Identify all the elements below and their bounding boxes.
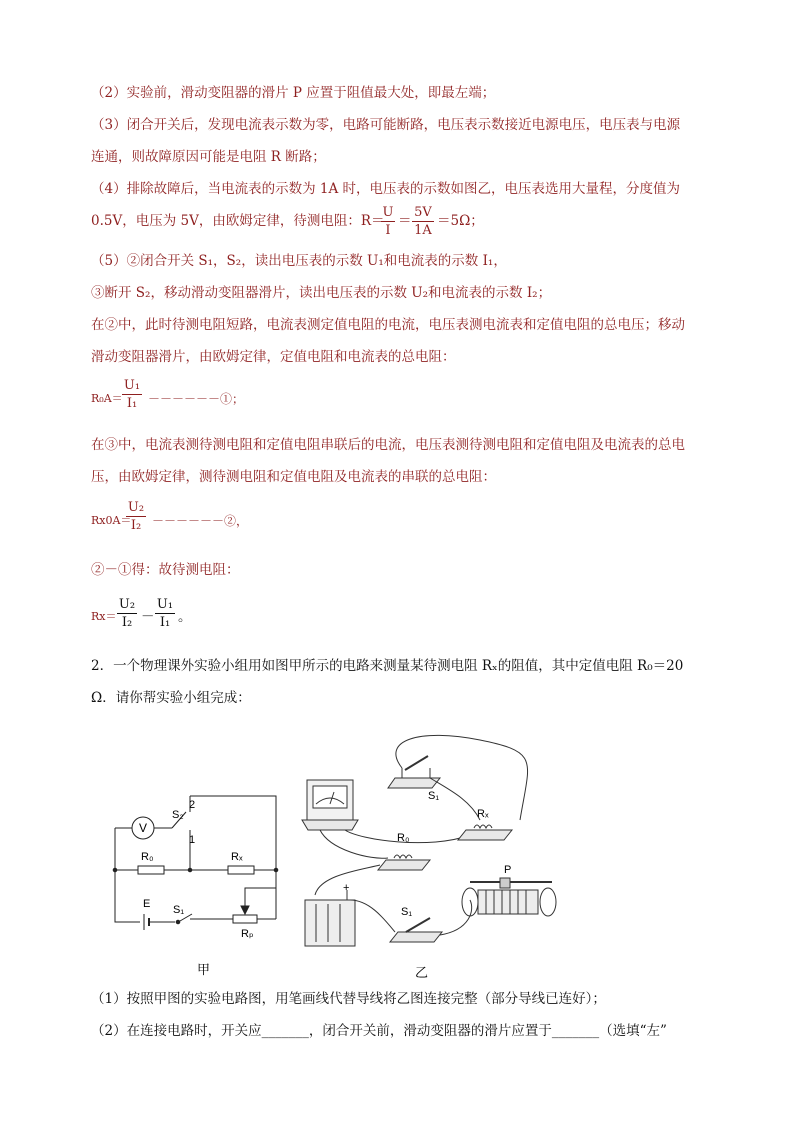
equals-sign: ＝: [398, 213, 412, 229]
fraction-u2-over-i2: [117, 597, 137, 630]
figure-yi-caption: 乙: [415, 965, 429, 980]
solution-line: 在③中，电流表测待测电阻和定值电阻串联后的电流，电压表测待测电阻和定值电阻及电流表的总电: [91, 437, 685, 453]
solution-line: （2）实验前，滑动变阻器的滑片 P 应置于阻值最大处，即最左端；: [91, 85, 496, 101]
fraction-numerator: U₂: [127, 500, 145, 515]
schematic-jia: [113, 796, 278, 930]
formula-tail: －－－－－－①；: [148, 392, 245, 406]
yi-rx-label: Rₓ: [477, 808, 489, 820]
fraction-numerator: U₁: [123, 378, 141, 393]
fraction-denominator: I₁: [159, 615, 171, 630]
formula-lhs: R₀A＝: [91, 392, 123, 405]
question-sub-2: （2）在连接电路时，开关应_______，闭合开关前，滑动变阻器的滑片应置于_______（选填“左”: [91, 1023, 667, 1039]
solution-line: ②－①得：故待测电阻：: [91, 562, 240, 578]
solution-line: ③断开 S₂，移动滑动变阻器滑片，读出电压表的示数 U₂和电流表的示数 I₂；: [91, 285, 552, 301]
solution-line: （3）闭合开关后，发现电流表示数为零，电路可能断路，电压表示数接近电源电压，电压表与电源: [91, 117, 681, 133]
fraction-numerator: 5V: [414, 205, 432, 220]
fraction-denominator: 1A: [414, 223, 432, 238]
battery-e-label: E: [143, 898, 151, 910]
battery-plus-label: +: [343, 882, 350, 894]
terminal-2-label: 2: [189, 799, 196, 811]
solution-line: 滑动变阻器滑片，由欧姆定律，定值电阻和电流表的总电阻：: [91, 349, 456, 365]
figure-jia-caption: 甲: [197, 962, 211, 977]
fraction-numerator: U₂: [118, 597, 136, 612]
voltmeter-label: V: [139, 821, 148, 835]
solution-line: [91, 212, 385, 230]
period: 。: [178, 609, 192, 625]
fraction-u1-over-i1: [155, 597, 175, 630]
solution-line: （5）②闭合开关 S₁，S₂，读出电压表的示数 U₁和电流表的示数 I₁，: [91, 253, 507, 269]
formula-tail: －－－－－－②，: [152, 514, 249, 528]
fraction-denominator: I₂: [130, 518, 142, 533]
minus-sign: －: [141, 609, 155, 625]
fraction-denominator: I₂: [121, 615, 133, 630]
solution-line: 在②中，此时待测电阻短路，电流表测定值电阻的电流，电压表测电流表和定值电阻的总电压；移动: [91, 317, 685, 333]
rheostat-rp-label: Rₚ: [241, 928, 254, 940]
resistance-formula-prefix: 0.5V，电压为 5V，由欧姆定律，待测电阻：R＝: [91, 213, 385, 229]
formula-lhs: Rx＝: [91, 610, 117, 623]
solution-line: （4）排除故障后，当电流表的示数为 1A 时，电压表的示数如图乙，电压表选用大量程，分度值为: [91, 181, 681, 197]
question-text: Ω．请你帮实验小组完成：: [91, 690, 251, 706]
fraction-denominator: I₁: [126, 396, 138, 411]
yi-rheostat-p-label: P: [504, 864, 512, 876]
switch-s2-label: S₂: [172, 809, 184, 821]
fraction-numerator: U: [382, 205, 394, 220]
switch-s1-label: S₁: [173, 904, 185, 916]
fraction-numerator: U₁: [156, 597, 174, 612]
fraction-u1-over-i1: [122, 378, 142, 411]
terminal-1-label: 1: [189, 834, 196, 846]
fraction-5v-over-1a: [412, 205, 434, 238]
solution-line: 压，由欧姆定律，测待测电阻和定值电阻及电流表的串联的总电阻：: [91, 469, 496, 485]
fraction-u-over-i: [381, 205, 395, 238]
question-text: 2．一个物理课外实验小组用如图甲所示的电路来测量某待测电阻 Rₓ的阻值，其中定值电阻 R₀＝20: [91, 658, 684, 674]
yi-r0-label: R₀: [397, 832, 410, 844]
result-text: ＝5Ω；: [437, 213, 484, 229]
rx-label: Rₓ: [231, 851, 243, 863]
yi-switch-s1-label: S₁: [428, 790, 440, 802]
r0-label: R₀: [141, 851, 154, 863]
solution-line: 连通，则故障原因可能是电阻 R 断路；: [91, 149, 326, 165]
apparatus-yi: [302, 735, 556, 946]
fraction-u2-over-i2: [126, 500, 146, 533]
circuit-figure: [0, 700, 794, 1000]
yi-bottom-switch-label: S₁: [401, 906, 413, 918]
fraction-denominator: I: [385, 223, 391, 238]
formula-lhs: Rx0A＝: [91, 514, 132, 527]
question-sub-1: （1）按照甲图的实验电路图，用笔画线代替导线将乙图连接完整（部分导线已连好）；: [91, 991, 606, 1007]
